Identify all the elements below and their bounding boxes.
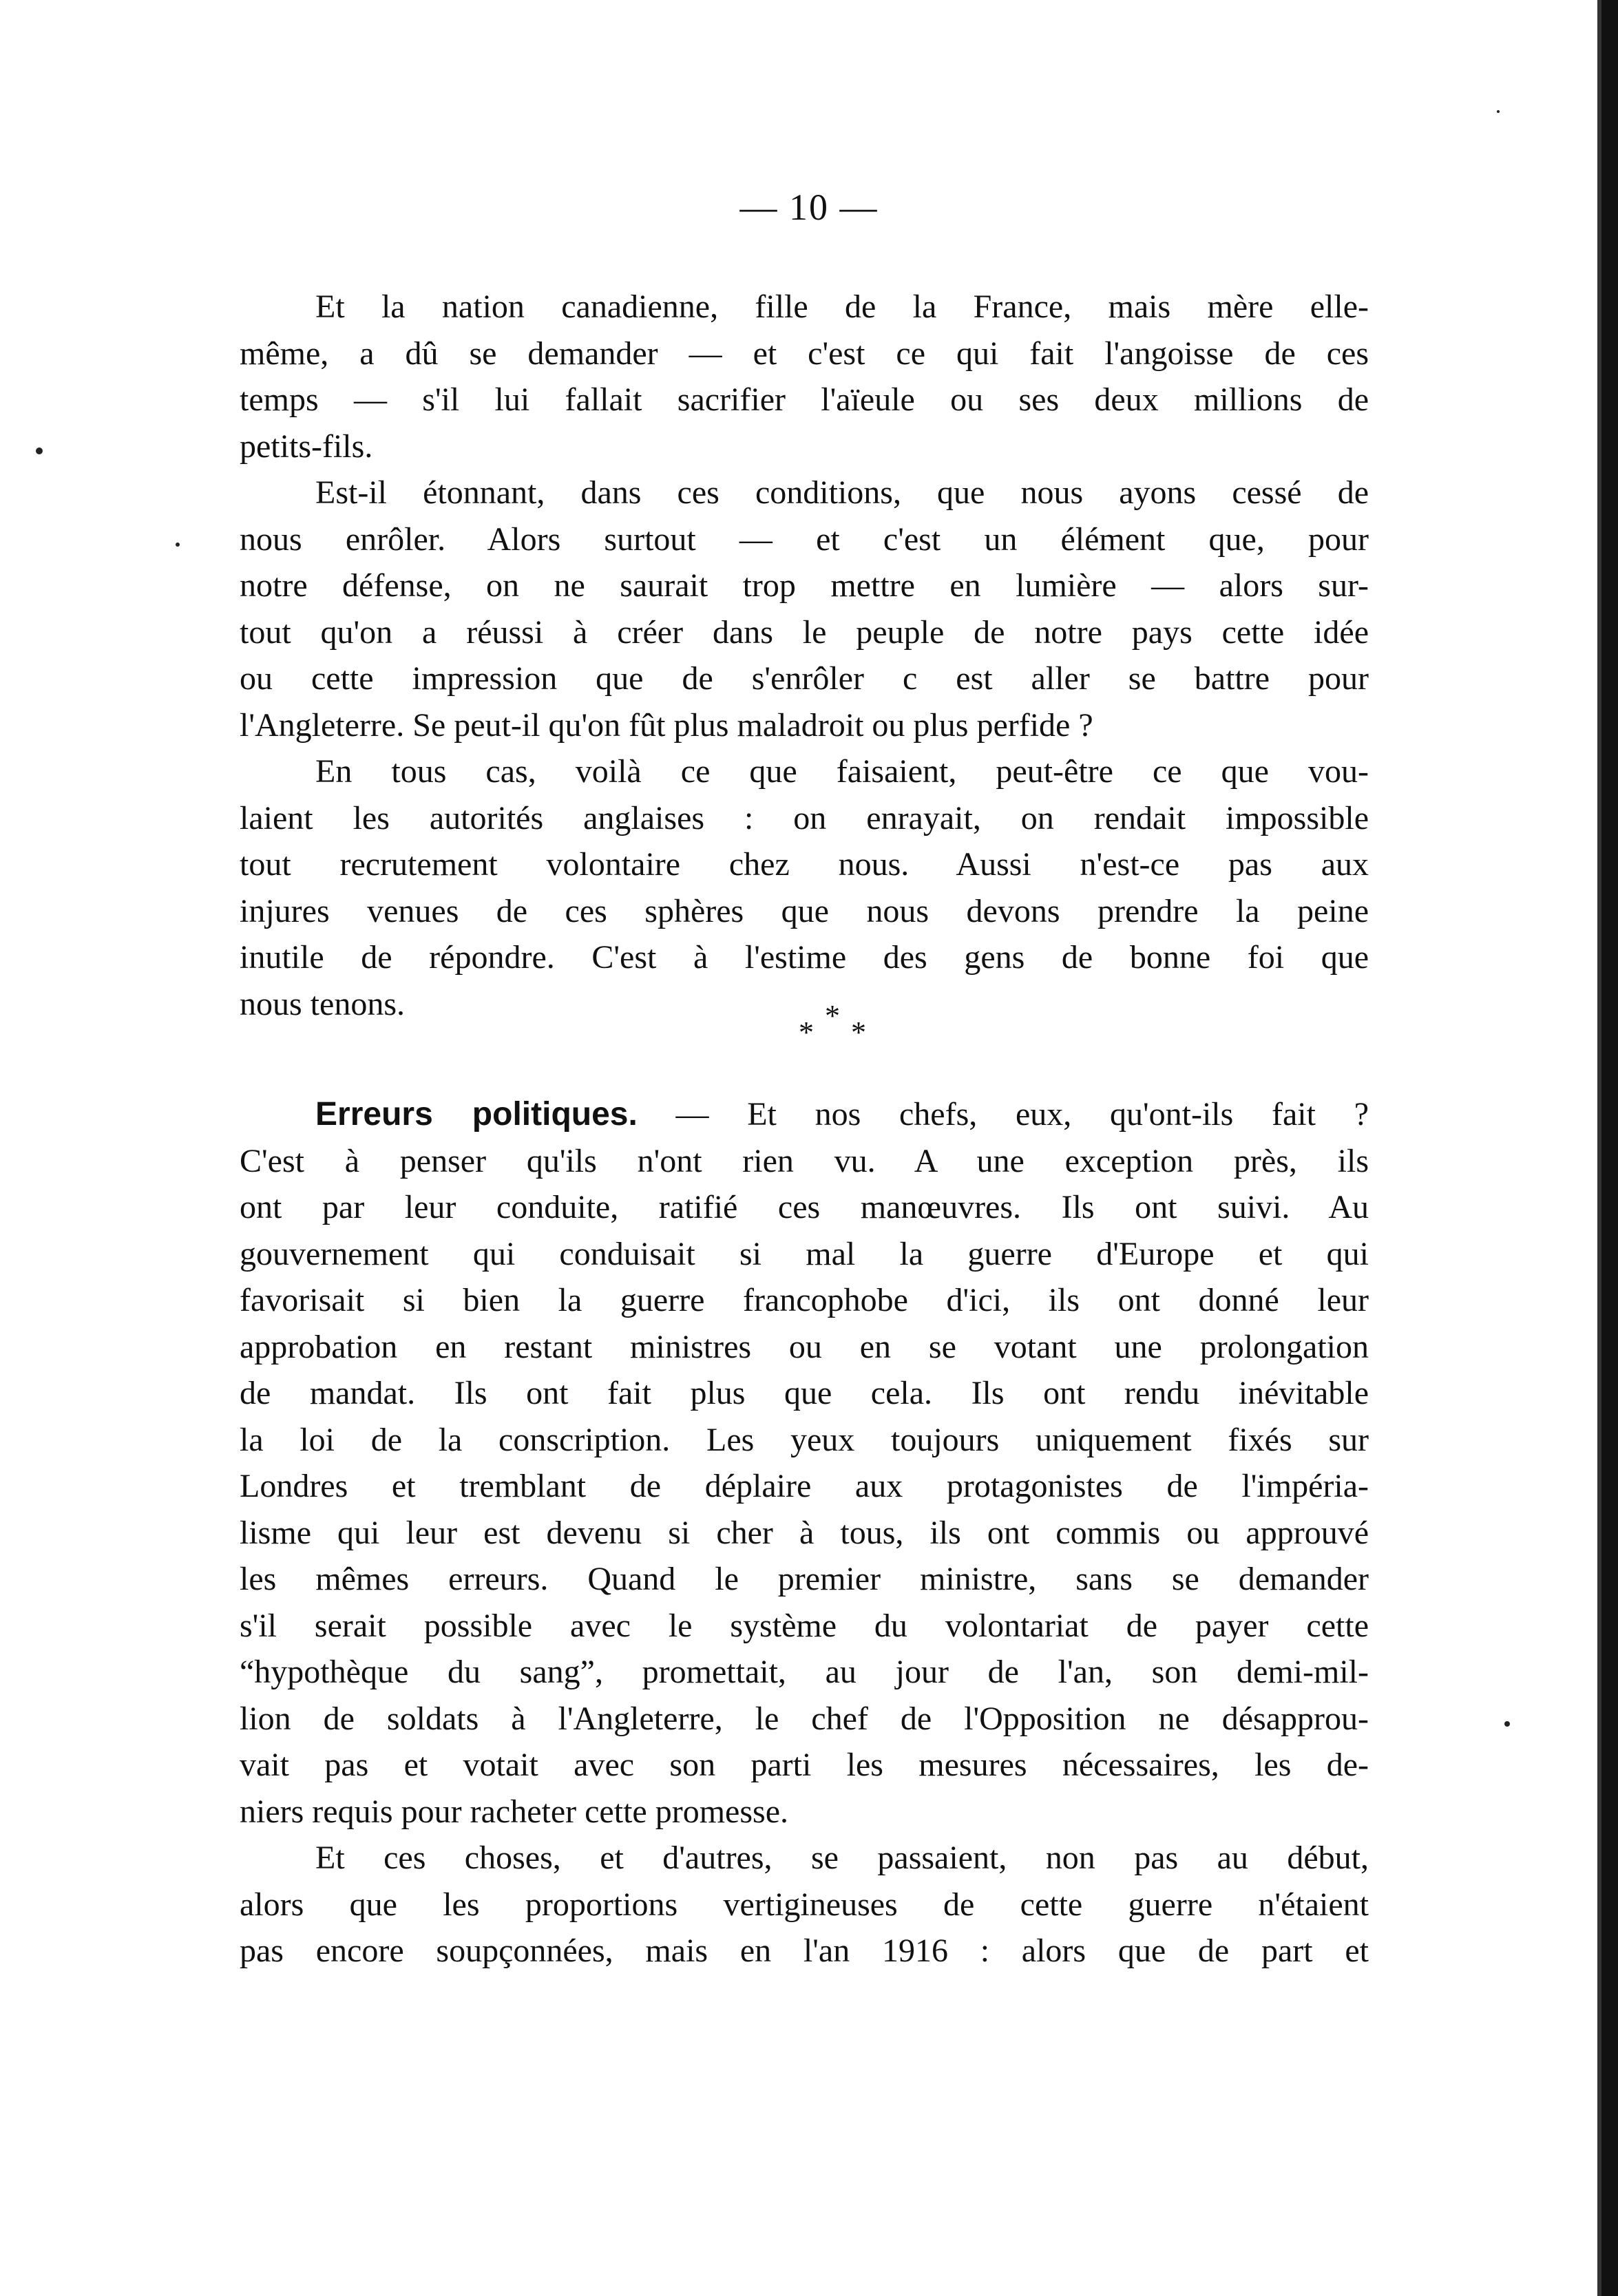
text-line: “hypothèque du sang”, promettait, au jour de l'an, son demi-mil- — [240, 1654, 1369, 1690]
text-line: lion de soldats à l'Angleterre, le chef de l'Opposition ne désapprou- — [240, 1700, 1369, 1737]
text-line: vait pas et votait avec son parti les mesures nécessaires, les de- — [240, 1747, 1369, 1783]
text-line: injures venues de ces sphères que nous devons prendre la peine — [240, 892, 1369, 929]
scan-speck — [176, 543, 180, 547]
text-line: Londres et tremblant de déplaire aux protagonistes de l'impéria- — [240, 1468, 1369, 1504]
text-line: les mêmes erreurs. Quand le premier ministre, sans se demander — [240, 1561, 1369, 1597]
text-line: C'est à penser qu'ils n'ont rien vu. A une exception près, ils — [240, 1142, 1369, 1179]
text-line: Est-il étonnant, dans ces conditions, que nous ayons cessé de — [315, 474, 1369, 511]
asterism-separator — [799, 998, 902, 1053]
section-first-line-rest: — Et nos chefs, eux, qu'ont-ils fait ? — [637, 1096, 1369, 1133]
text-line: ont par leur conduite, ratifié ces manœuvres. Ils ont suivi. Au — [240, 1189, 1369, 1225]
paragraph-nation-canadienne — [240, 284, 1369, 470]
text-line: favorisait si bien la guerre francophobe d'ici, ils ont donné leur — [240, 1282, 1369, 1318]
text-line: niers requis pour racheter cette promesse. — [240, 1793, 788, 1830]
text-line: En tous cas, voilà ce que faisaient, peut-être ce que vou- — [315, 753, 1369, 790]
paragraph-et-ces-choses — [240, 1835, 1369, 1974]
text-line: ou cette impression que de s'enrôler c est aller se battre pour — [240, 660, 1369, 697]
page-edge-binding — [1601, 0, 1618, 2296]
scan-speck — [1504, 1721, 1510, 1727]
text-line: tout recrutement volontaire chez nous. Aussi n'est-ce pas aux — [240, 846, 1369, 883]
text-line: tout qu'on a réussi à créer dans le peuple de notre pays cette idée — [240, 613, 1369, 651]
asterism-star: * — [825, 999, 840, 1033]
page-number: — 10 — — [739, 187, 879, 228]
text-line: pas encore soupçonnées, mais en l'an 1916 : alors que de part et — [240, 1932, 1369, 1969]
asterism-star: * — [851, 1015, 866, 1049]
scan-speck — [1497, 110, 1500, 113]
text-line: Et ces choses, et d'autres, se passaient, non pas au début, — [315, 1840, 1369, 1876]
text-line: lisme qui leur est devenu si cher à tous, ils ont commis ou approuvé — [240, 1514, 1369, 1551]
text-line: petits-fils. — [240, 428, 373, 465]
text-line: l'Angleterre. Se peut-il qu'on fût plus maladroit ou plus perfide ? — [240, 706, 1093, 744]
section-first-line — [240, 1091, 1369, 1138]
text-line: même, a dû se demander — et c'est ce qui fait l'angoisse de ces — [240, 335, 1369, 372]
paragraph-etonnant — [240, 470, 1369, 748]
text-line: s'il serait possible avec le système du volontariat de payer cette — [240, 1607, 1369, 1644]
paragraph-en-tous-cas — [240, 748, 1369, 1027]
text-line: la loi de la conscription. Les yeux toujours uniquement fixés sur — [240, 1421, 1369, 1458]
text-line: nous enrôler. Alors surtout — et c'est un élément que, pour — [240, 520, 1369, 558]
scan-speck — [36, 447, 43, 454]
text-line: temps — s'il lui fallait sacrifier l'aïeule ou ses deux millions de — [240, 381, 1369, 418]
text-line: de mandat. Ils ont fait plus que cela. Ils ont rendu inévitable — [240, 1375, 1369, 1411]
text-line: Et la nation canadienne, fille de la France, mais mère elle- — [315, 288, 1369, 325]
text-line: gouvernement qui conduisait si mal la guerre d'Europe et qui — [240, 1235, 1369, 1272]
section-heading: Erreurs politiques. — [315, 1096, 638, 1133]
text-line: nous tenons. — [240, 985, 405, 1022]
text-line: alors que les proportions vertigineuses de cette guerre n'étaient — [240, 1886, 1369, 1923]
text-line: laient les autorités anglaises : on enrayait, on rendait impossible — [240, 799, 1369, 836]
asterism-star: * — [799, 1015, 814, 1049]
text-line: inutile de répondre. C'est à l'estime des gens de bonne foi que — [240, 939, 1369, 976]
section-erreurs-politiques — [240, 1091, 1369, 1835]
text-line: approbation en restant ministres ou en se votant une prolongation — [240, 1328, 1369, 1365]
text-line: notre défense, on ne saurait trop mettre en lumière — alors sur- — [240, 567, 1369, 604]
